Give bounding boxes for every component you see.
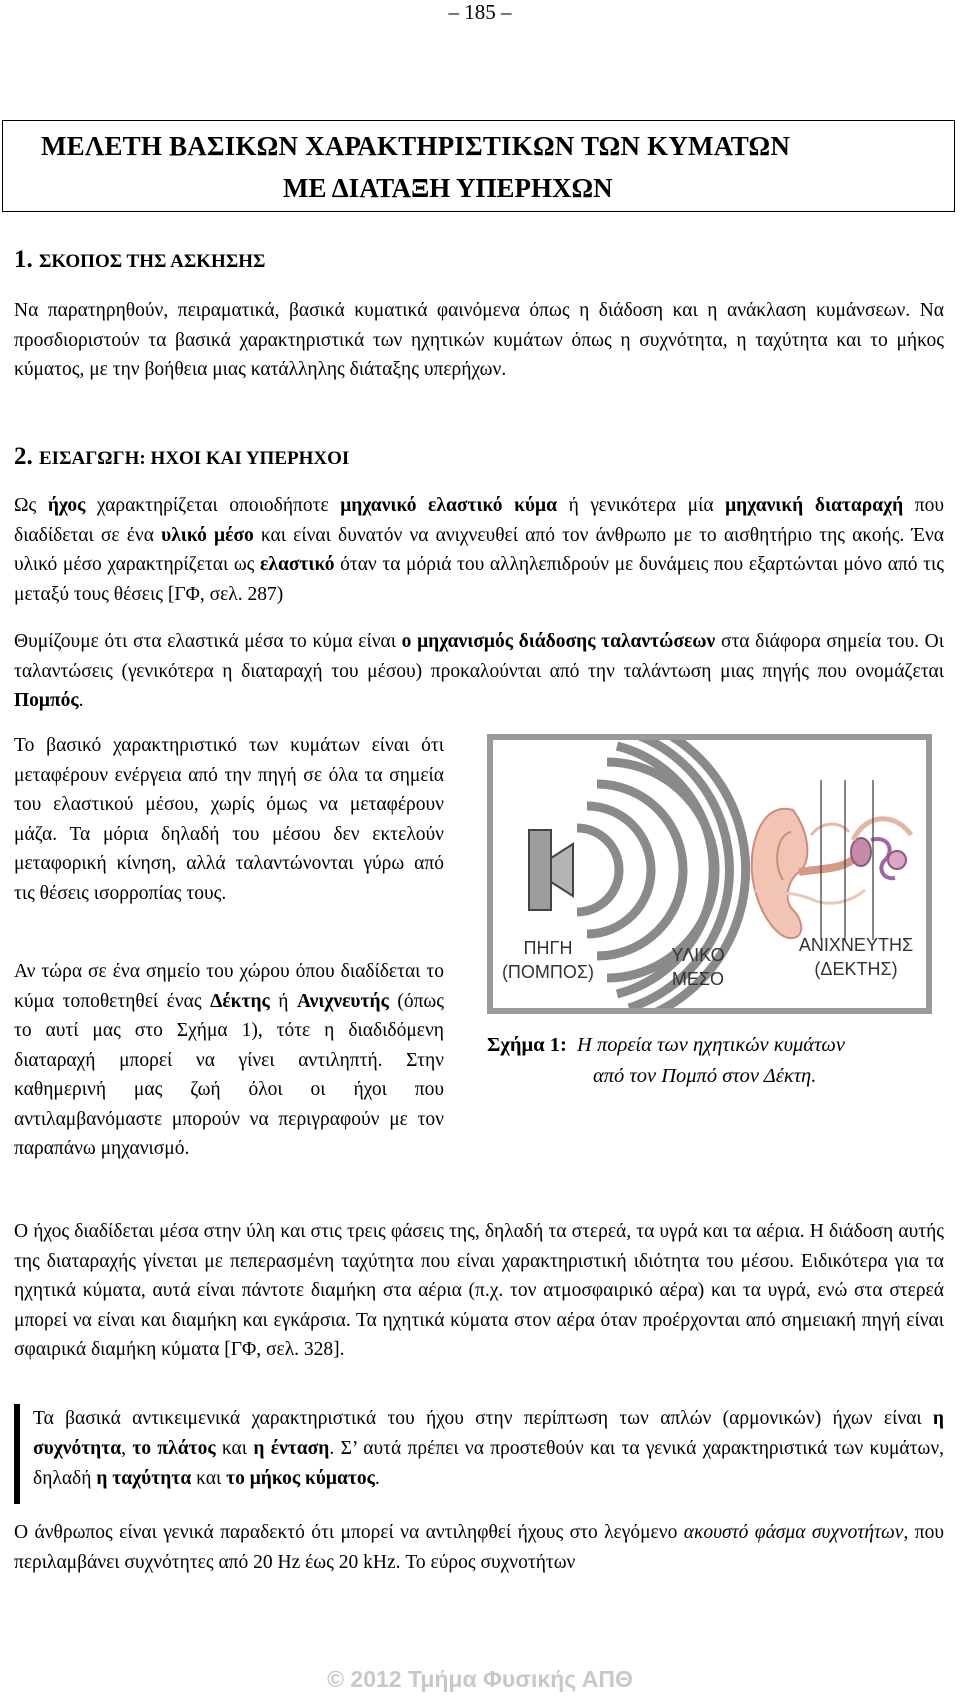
- footer-copyright: © 2012 Τμήμα Φυσικής ΑΠΘ: [327, 1666, 633, 1692]
- section-1-text: [14, 296, 944, 385]
- section-2-title: ΕΙΣΑΓΩΓΗ: ΗΧΟΙ ΚΑΙ ΥΠΕΡΗΧΟΙ: [39, 448, 350, 469]
- term-receiver: Δέκτης: [210, 990, 270, 1012]
- caption-number: Σχήμα 1:: [487, 1034, 567, 1056]
- section-1-heading: [14, 246, 265, 274]
- term-intensity: η ένταση: [253, 1438, 330, 1459]
- caption-line-1: Η πορεία των ηχητικών κυμάτων: [577, 1034, 845, 1056]
- title-line-1: ΜΕΛΕΤΗ ΒΑΣΙΚΩΝ ΧΑΡΑΚΤΗΡΙΣΤΙΚΩΝ ΤΩΝ ΚΥΜΑΤΩΝ: [41, 131, 791, 161]
- figure-1-caption: [487, 1030, 845, 1092]
- term-transmitter: Πομπός: [14, 690, 79, 711]
- term-sound: ήχος: [47, 495, 86, 516]
- paragraph-audible-spectrum: Ο άνθρωπος είναι γενικά παραδεκτό ότι μπορεί να αντιληφθεί ήχους στο λεγόμενο ακουστό φάσμα συχνοτήτων, που περιλαμβάνει συχνότητες από 20 Hz έως 20 kHz. Το εύρος συχνοτήτων: [14, 1522, 945, 1573]
- paragraph-sound-propagation: Ο ήχος διαδίδεται μέσα στην ύλη και στις τρεις φάσεις της, δηλαδή τα στερεά, τα υγρά και τα αέρια. Η διάδοση αυτής της διαταραχής γίνεται με πεπερασμένη ταχύτητα που είναι χαρακτηριστική ιδιότητα του μέσου. Ειδικότερα για τα ηχητικά κύματα, αυτά είναι πάντοτε διαμήκη στα αέρια (π.χ. τον ατμοσφαιρικό αέρα) και τα υγρά, ενώ στα στερεά μπορεί να είναι και διαμήκη και εγκάρσια. Τα ηχητικά κύματα στον αέρα όταν προέρχονται από σημειακή πηγή είναι σφαιρικά διαμήκη κύματα [ΓΦ, σελ. 328].: [14, 1221, 944, 1360]
- section-1-number: 1.: [14, 246, 39, 273]
- term-oscillation-mechanism: ο μηχανισμός διάδοσης ταλαντώσεων: [401, 631, 716, 652]
- ear-icon: [752, 809, 911, 938]
- term-wavelength: το μήκος κύματος: [226, 1468, 375, 1489]
- page-number: – 185 –: [448, 0, 512, 24]
- term-detector: Ανιχνευτής: [296, 990, 389, 1012]
- speaker-icon: [529, 830, 573, 910]
- term-elastic-wave: μηχανικό ελαστικό κύμα: [340, 495, 557, 516]
- paragraph-wave-mechanism: Θυμίζουμε ότι στα ελαστικά μέσα το κύμα είναι ο μηχανισμός διάδοσης ταλαντώσεων στα διάφορα σημεία του. Οι ταλαντώσεις (γενικότερα η διαταραχή του μέσου) προκαλούνται από την ταλάντωση μιας πηγής που ονομάζεται Πομπός.: [14, 631, 945, 711]
- caption-line-2: από τον Πομπό στον Δέκτη.: [593, 1065, 817, 1087]
- paragraph-detector: Αν τώρα σε ένα σημείο του χώρου όπου διαδίδεται το κύμα τοποθετηθεί ένας Δέκτης ή Ανιχνευτής (όπως το αυτί μας στο Σχήμα 1), τότε η διαδιδόμενη διαταραχή μπορεί να γίνει αντιληπτή. Στην καθημερινή μας ζωή όλοι οι ήχοι που αντιλαμβανόμαστε μπορούν να περιγραφούν με τον παραπάνω μηχανισμό.: [14, 961, 444, 1159]
- title-line-2: ΜΕ ΔΙΑΤΑΞΗ ΥΠΕΡΗΧΩΝ: [283, 173, 613, 203]
- section-2-number: 2.: [14, 443, 39, 470]
- section-1-paragraph: Να παρατηρηθούν, πειραματικά, βασικά κυματικά φαινόμενα όπως η διάδοση και η ανάκλαση κυμάνσεων. Να προσδιοριστούν τα βασικά χαρακτηριστικά των ηχητικών κυμάτων όπως η συχνότητα, η ταχύτητα και το μήκος κύματος, με την βοήθεια μιας κατάλληλης διάταξης υπερήχων.: [14, 300, 944, 380]
- section-1-title: ΣΚΟΠΟΣ ΤΗΣ ΑΣΚΗΣΗΣ: [39, 251, 266, 272]
- label-detector: ΑΝΙΧΝΕΥΤΗΣ (ΔΕΚΤΗΣ): [798, 935, 914, 979]
- figure-1-frame: [487, 734, 932, 1014]
- label-source: ΠΗΓΗ (ΠΟΜΠΟΣ): [501, 938, 595, 982]
- term-audible-spectrum: ακουστό φάσμα συχνοτήτων: [683, 1522, 904, 1543]
- term-material-medium: υλικό μέσο: [161, 524, 254, 546]
- title-box: [2, 120, 955, 212]
- label-medium: ΥΛΙΚΟ ΜΕΣΟ: [671, 945, 725, 989]
- term-elastic: ελαστικό: [260, 554, 335, 575]
- paragraph-sound-definition: Ως ήχος χαρακτηρίζεται οποιοδήποτε μηχανικό ελαστικό κύμα ή γενικότερα μία μηχανική διαταραχή που διαδίδεται σε ένα υλικό μέσο και είναι δυνατόν να ανιχνευθεί από τον άνθρωπο με το αισθητήριο της ακοής. Ένα υλικό μέσο χαρακτηρίζεται ως ελαστικό όταν τα μόριά του αλληλεπιδρούν με δυνάμεις που εξαρτώνται μόνο από τις μεταξύ τους θέσεις [ΓΦ, σελ. 287): [14, 495, 944, 605]
- term-amplitude: το πλάτος: [132, 1438, 216, 1459]
- term-speed: η ταχύτητα: [96, 1468, 192, 1489]
- term-mechanical-disturbance: μηχανική διαταραχή: [725, 495, 904, 516]
- term-frequency: η συχνότητα: [33, 1408, 944, 1459]
- highlighted-paragraph-characteristics: Τα βασικά αντικειμενικά χαρακτηριστικά του ήχου στην περίπτωση των απλών (αρμονικών) ήχων είναι η συχνότητα, το πλάτος και η ένταση. Σ’ αυτά πρέπει να προστεθούν και τα γενικά χαρακτηριστικά των κυμάτων, δηλαδή η ταχύτητα και το μήκος κύματος.: [14, 1404, 944, 1504]
- section-2-heading: [14, 443, 349, 471]
- paragraph-energy-transfer: Το βασικό χαρακτηριστικό των κυμάτων είναι ότι μεταφέρουν ενέργεια από την πηγή σε όλα τα σημεία του ελαστικού μέσου, χωρίς όμως να μεταφέρουν μάζα. Τα μόρια δηλαδή του μέσου δεν εκτελούν μεταφορική κίνηση, αλλά ταλαντώνονται γύρω από τις θέσεις ισορροπίας τους.: [14, 735, 444, 904]
